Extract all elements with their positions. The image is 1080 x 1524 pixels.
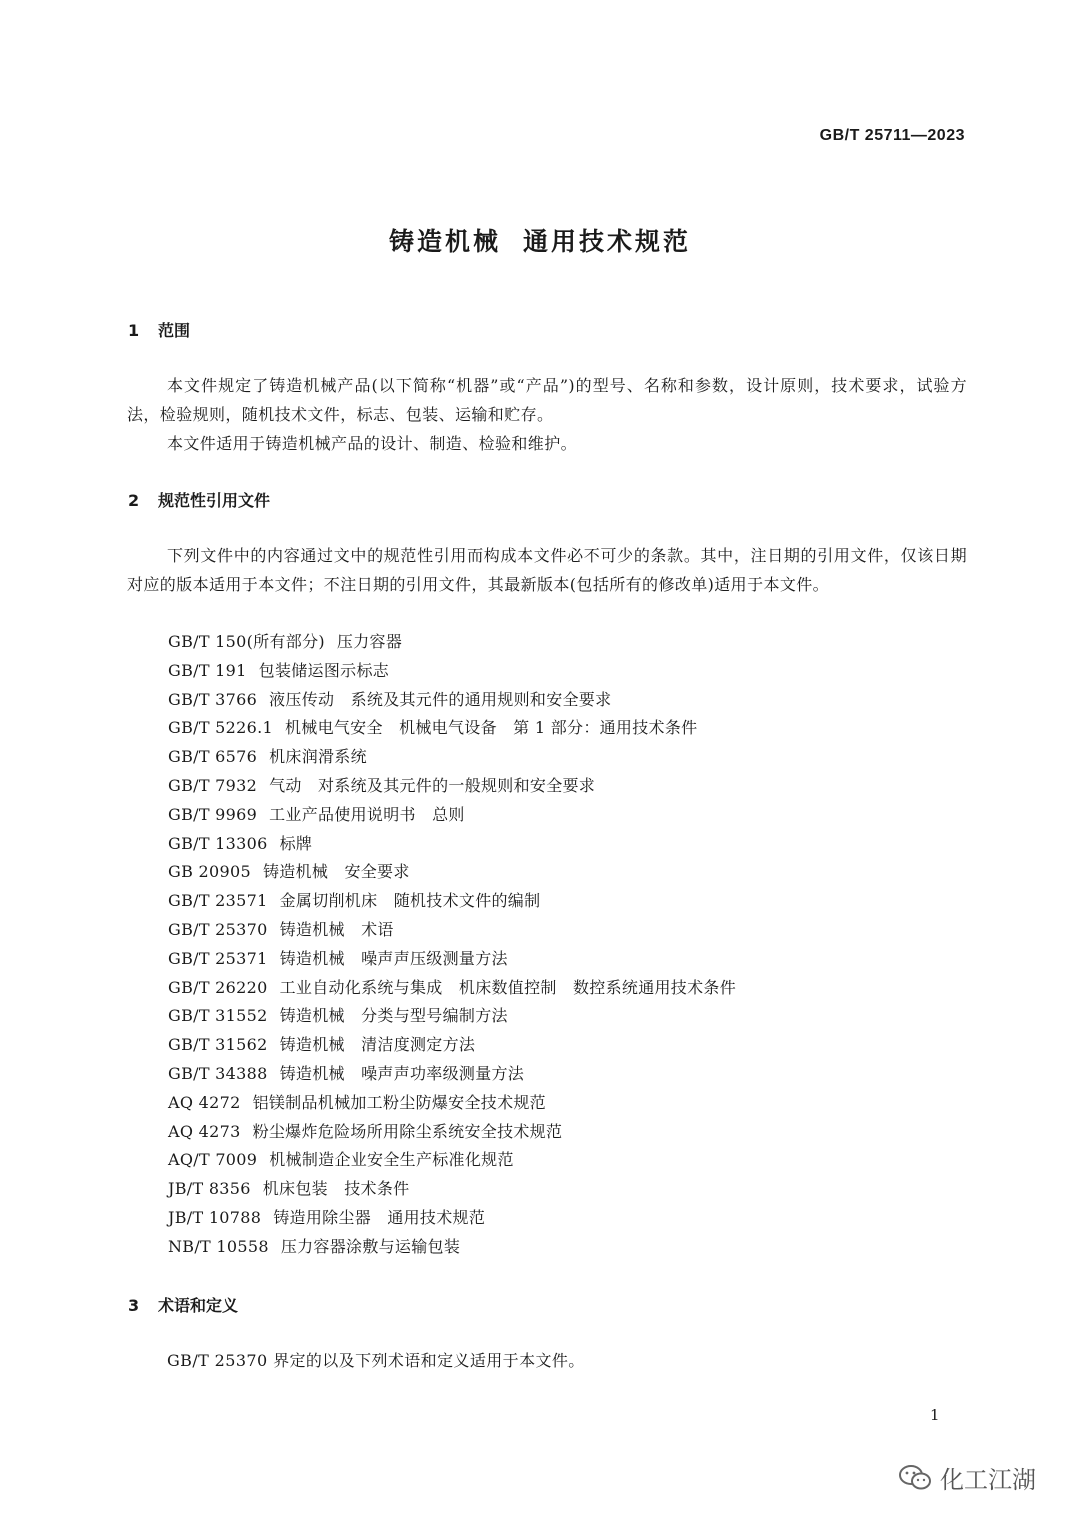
section-1-paragraph-1: 本文件规定了铸造机械产品(以下简称“机器”或“产品”)的型号、名称和参数，设计原则，技术要求，试验方法，检验规则，随机技术文件，标志、包装、运输和贮存。 — [127, 376, 967, 424]
reference-item — [168, 1002, 736, 1031]
section-number: 1 — [128, 321, 140, 340]
reference-title: 压力容器涂敷与运输包装 — [280, 1236, 461, 1256]
reference-item — [168, 1031, 736, 1060]
reference-code: GB/T 6576 — [168, 747, 258, 767]
reference-item — [168, 628, 736, 657]
wechat-watermark — [898, 1460, 1036, 1495]
reference-code: GB/T 26220 — [168, 977, 268, 997]
title-part-1: 铸造机械 — [388, 227, 501, 256]
reference-title: 包装储运图示标志 — [258, 660, 390, 680]
watermark-text: 化工江湖 — [940, 1466, 1036, 1494]
reference-code: GB/T 191 — [168, 660, 247, 680]
reference-code: GB/T 13306 — [168, 833, 268, 853]
reference-title: 压力容器 — [336, 632, 403, 651]
reference-title: 铸造机械 噪声声功率级测量方法 — [279, 1063, 525, 1083]
reference-title: 液压传动 系统及其元件的通用规则和安全要求 — [269, 689, 612, 709]
reference-code: AQ 4273 — [168, 1121, 241, 1141]
section-title: 术语和定义 — [158, 1296, 239, 1315]
section-1-heading — [128, 318, 190, 341]
reference-title: 工业自动化系统与集成 机床数值控制 数控系统通用技术条件 — [279, 977, 736, 997]
reference-code: GB 20905 — [168, 862, 251, 882]
reference-item — [168, 714, 736, 743]
reference-title: 铸造机械 安全要求 — [262, 862, 410, 882]
reference-title: 机床包装 技术条件 — [262, 1179, 410, 1199]
reference-item — [168, 887, 736, 916]
reference-title: 标牌 — [279, 833, 313, 853]
section-1-paragraph-2: 本文件适用于铸造机械产品的设计、制造、检验和维护。 — [167, 434, 578, 453]
reference-code: GB/T 9969 — [168, 804, 258, 824]
reference-item — [168, 772, 736, 801]
reference-code: GB/T 3766 — [168, 689, 258, 709]
reference-title: 粉尘爆炸危险场所用除尘系统安全技术规范 — [252, 1121, 563, 1141]
reference-title: 铸造机械 术语 — [279, 919, 394, 939]
reference-item — [168, 1060, 736, 1089]
reference-item — [168, 1146, 736, 1175]
reference-item — [168, 1175, 736, 1204]
reference-item — [168, 1089, 736, 1118]
reference-title: 工业产品使用说明书 总则 — [269, 804, 465, 824]
reference-code: AQ/T 7009 — [168, 1150, 258, 1170]
reference-code: GB/T 31562 — [168, 1035, 268, 1055]
reference-code: GB/T 150(所有部分) — [168, 632, 325, 651]
wechat-icon — [898, 1464, 932, 1492]
reference-code: AQ 4272 — [168, 1092, 241, 1112]
reference-code: NB/T 10558 — [168, 1236, 269, 1256]
reference-code: GB/T 25370 — [168, 919, 268, 939]
reference-item — [168, 1118, 736, 1147]
title-part-2: 通用技术规范 — [523, 227, 692, 256]
reference-code: GB/T 25371 — [168, 948, 268, 968]
section-title: 规范性引用文件 — [158, 491, 271, 510]
reference-item — [168, 657, 736, 686]
reference-code: JB/T 10788 — [168, 1207, 262, 1227]
reference-code: GB/T 31552 — [168, 1006, 268, 1026]
reference-code: GB/T 7932 — [168, 775, 258, 795]
reference-title: 铸造机械 清洁度测定方法 — [279, 1035, 476, 1055]
reference-code: GB/T 23571 — [168, 891, 268, 911]
reference-title: 铸造用除尘器 通用技术规范 — [273, 1207, 486, 1227]
reference-item — [168, 945, 736, 974]
document-title — [0, 222, 1080, 258]
reference-title: 铸造机械 分类与型号编制方法 — [279, 1006, 508, 1026]
section-2-paragraph-1: 下列文件中的内容通过文中的规范性引用而构成本文件必不可少的条款。其中，注日期的引用文件，仅该日期对应的版本适用于本文件；不注日期的引用文件，其最新版本(包括所有的修改单)适用于本文件。 — [127, 546, 967, 594]
reference-item — [168, 1233, 736, 1262]
normative-reference-list — [168, 628, 736, 1262]
section-title: 范围 — [158, 321, 191, 340]
reference-item — [168, 801, 736, 830]
reference-title: 金属切削机床 随机技术文件的编制 — [279, 891, 541, 911]
reference-title: 铝镁制品机械加工粉尘防爆安全技术规范 — [252, 1092, 546, 1112]
reference-item — [168, 743, 736, 772]
reference-item — [168, 974, 736, 1003]
reference-item — [168, 858, 736, 887]
reference-title: 机械电气安全 机械电气设备 第 1 部分：通用技术条件 — [284, 718, 698, 738]
reference-item — [168, 916, 736, 945]
reference-title: 机械制造企业安全生产标准化规范 — [269, 1150, 514, 1170]
section-3-paragraph-1: GB/T 25370 界定的以及下列术语和定义适用于本文件。 — [167, 1351, 585, 1370]
reference-code: GB/T 34388 — [168, 1063, 268, 1083]
reference-item — [168, 686, 736, 715]
standard-code: GB/T 25711—2023 — [819, 127, 965, 144]
reference-title: 铸造机械 噪声声压级测量方法 — [279, 948, 508, 968]
reference-item — [168, 830, 736, 859]
reference-code: JB/T 8356 — [168, 1179, 251, 1199]
reference-title: 气动 对系统及其元件的一般规则和安全要求 — [269, 775, 596, 795]
section-2-heading — [128, 488, 270, 511]
section-number: 3 — [128, 1296, 140, 1315]
reference-item — [168, 1204, 736, 1233]
section-3-heading — [128, 1293, 238, 1316]
reference-code: GB/T 5226.1 — [168, 718, 273, 738]
reference-title: 机床润滑系统 — [269, 747, 367, 767]
section-number: 2 — [128, 491, 140, 510]
page-number: 1 — [930, 1406, 940, 1424]
